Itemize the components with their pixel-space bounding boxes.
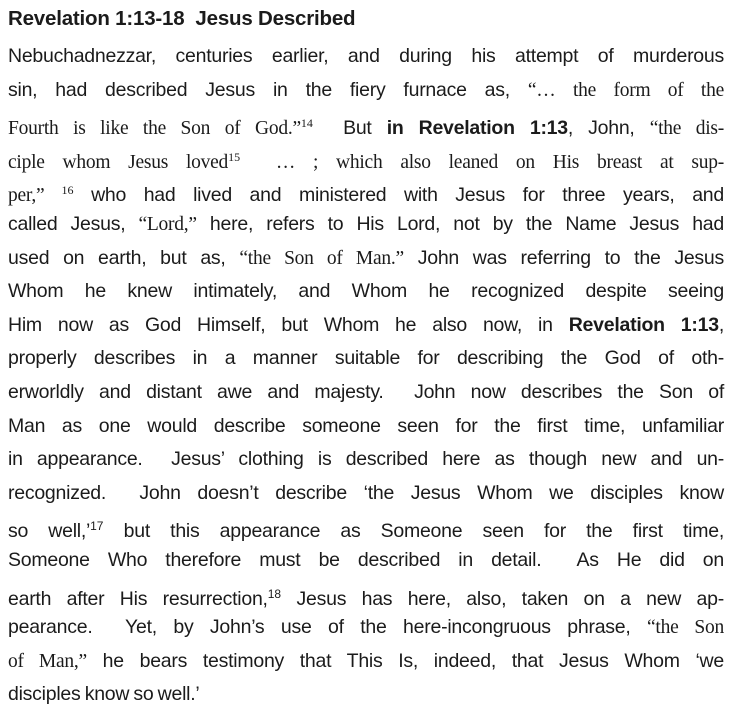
text-line: [8, 510, 724, 544]
text-segment: he bears testimony that This Is, indeed, that Jesus Whom ‘we: [86, 649, 724, 672]
text-line: [8, 578, 724, 612]
text-segment: used on earth, but as,: [8, 246, 240, 269]
text-segment: Man as one would describe someone seen for the first time, unfamiliar: [8, 414, 724, 437]
text-line: [8, 410, 724, 444]
text-segment: ,: [718, 313, 724, 336]
text-line: [8, 645, 724, 679]
text-line: [8, 342, 724, 376]
text-line: [8, 309, 724, 343]
text-segment: of Man,”: [8, 650, 87, 672]
footnote-reference: 16: [61, 183, 74, 198]
text-segment: “the dis-: [649, 118, 724, 140]
text-segment: Someone Who therefore must be described in detail. As He did on: [8, 548, 724, 571]
text-segment: “the Son: [647, 617, 724, 639]
text-line: [8, 107, 724, 141]
text-segment: ciple whom Jesus loved: [8, 151, 229, 173]
text-line: [8, 376, 724, 410]
text-segment: , John,: [567, 117, 650, 140]
text-segment: Nebuchadnezzar, centuries earlier, and during his attempt of murderous: [8, 45, 724, 67]
footnote-reference: 15: [228, 149, 241, 164]
text-segment: disciples know so well.’: [8, 683, 200, 706]
text-line: [8, 443, 724, 477]
text-segment: Whom he knew intimately, and Whom he recognized despite seeing: [8, 280, 724, 303]
text-segment: John was referring to the Jesus: [403, 246, 725, 269]
text-line: [8, 544, 724, 578]
footnote-reference: 14: [300, 116, 313, 131]
text-segment: … ; which also leaned on His breast at sup-: [240, 151, 725, 173]
text-segment: But: [312, 117, 387, 140]
text-segment: earth after His resurrection,: [8, 587, 268, 610]
text-line: [8, 242, 724, 276]
text-segment: Revelation 1:13: [568, 313, 719, 336]
text-segment: per,”: [8, 185, 62, 207]
text-segment: in Revelation 1:13: [386, 117, 568, 140]
body-text: [8, 40, 724, 712]
text-segment: so well,’: [8, 520, 91, 543]
text-segment: Fourth is like the Son of God.”: [8, 118, 301, 140]
text-segment: pearance. Yet, by John’s use of the here-incongruous phrase,: [8, 616, 648, 639]
text-segment: who had lived and ministered with Jesus for three years, and: [73, 184, 724, 207]
text-segment: “… the form of the: [527, 79, 725, 101]
text-segment: erworldly and distant awe and majesty. John now describes the Son of: [8, 380, 724, 403]
text-line: [8, 141, 724, 175]
text-line: [8, 40, 724, 74]
footnote-reference: 17: [90, 519, 104, 534]
text-line: [8, 174, 724, 208]
text-segment: properly describes in a manner suitable for describing the God of oth-: [8, 347, 724, 370]
text-segment: Jesus has here, also, taken on a new ap-: [281, 587, 724, 610]
text-line: [8, 275, 724, 309]
text-line: [8, 611, 724, 645]
text-segment: “the Son of Man.”: [239, 247, 404, 269]
page-title: Revelation 1:13-18 Jesus Described: [8, 7, 356, 30]
text-segment: here, refers to His Lord, not by the Name Jesus had: [196, 212, 724, 235]
text-segment: sin, had described Jesus in the fiery furnace as,: [8, 78, 528, 101]
text-line: [8, 74, 724, 108]
text-segment: recognized. John doesn’t describe ‘the Jesus Whom we disciples know: [8, 481, 724, 504]
footnote-reference: 18: [267, 586, 282, 601]
text-segment: in appearance. Jesus’ clothing is described here as though new and un-: [8, 448, 724, 471]
text-segment: Him now as God Himself, but Whom he also now, in: [8, 313, 569, 336]
text-segment: “Lord,”: [138, 213, 197, 235]
text-line: [8, 477, 724, 511]
text-segment: called Jesus,: [8, 212, 139, 235]
text-segment: but this appearance as Someone seen for the first time,: [103, 520, 724, 543]
text-line: [8, 208, 724, 242]
text-line: [8, 678, 724, 712]
